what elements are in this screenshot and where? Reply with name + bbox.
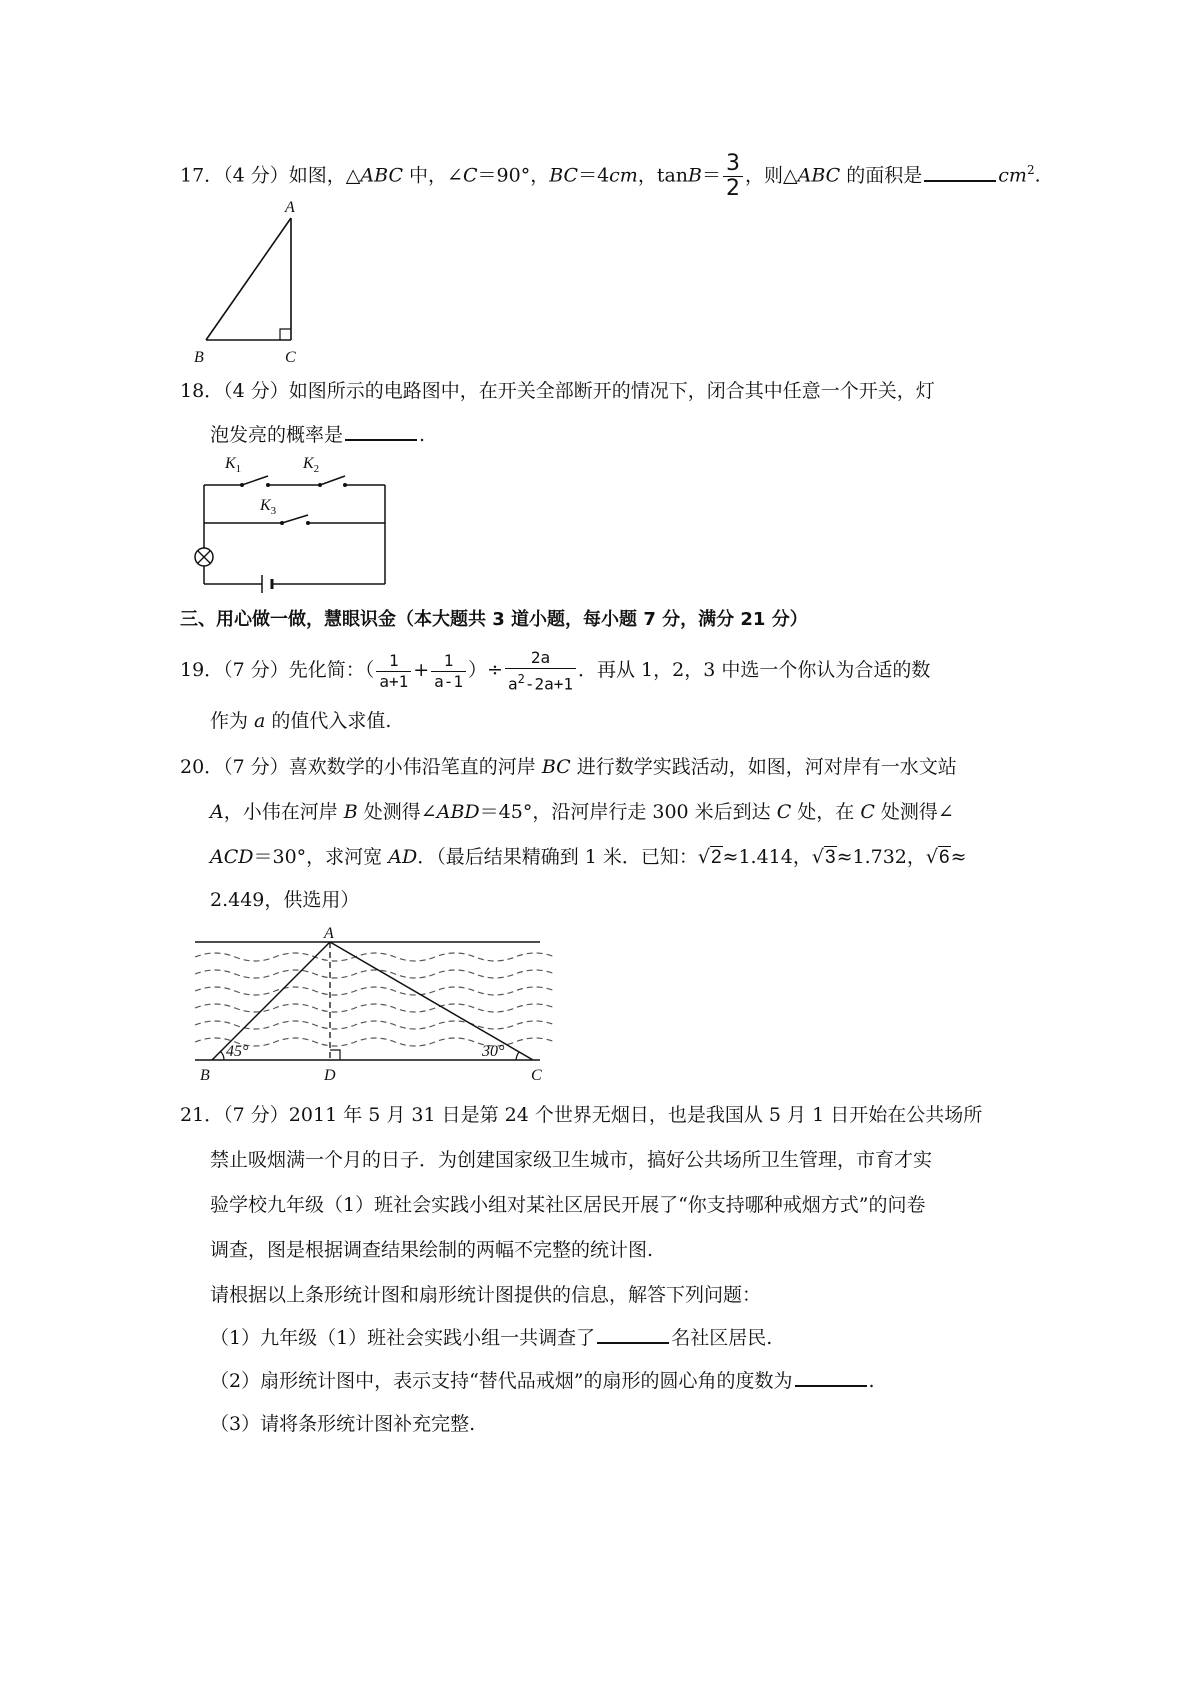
q17-fraction: $\frac{3}{2}$ [723, 152, 743, 201]
angle-30: 30° [482, 1043, 505, 1060]
q21-line1: 21．（7 分）2011 年 5 月 31 日是第 24 个世界无烟日，也是我国从 5 月 1 日开始在公共场所 [180, 1104, 983, 1126]
label-C: C [531, 1067, 542, 1084]
answer-blank[interactable] [924, 162, 996, 182]
sqrt-3: √3 [811, 846, 836, 868]
q21-line2: 禁止吸烟满一个月的日子．为创建国家级卫生城市，搞好公共场所卫生管理，市育才实 [210, 1149, 933, 1171]
label-A: A [285, 199, 295, 216]
label-C: C [285, 349, 296, 366]
label-B: B [194, 349, 204, 366]
q19-fraction-3: $\frac{2a}{a^2-2a+1}$ [505, 648, 576, 694]
answer-blank[interactable] [345, 421, 417, 441]
q21-line4: 调查，图是根据调查结果绘制的两幅不完整的统计图. [210, 1239, 654, 1261]
q19-line1: 19．（7 分）先化简：（ $\frac{1}{a+1}$ + $\frac{1}{a-1}$ ）÷ $\frac{2a}{a^2-2a+1}$ ．再从 1，2，3 中选一个你认为合适的数 [180, 648, 931, 694]
q18-line1: 18．（4 分）如图所示的电路图中，在开关全部断开的情况下，闭合其中任意一个开关，灯 [180, 380, 935, 402]
q18-circuit-figure [190, 452, 400, 592]
answer-blank[interactable] [597, 1324, 669, 1344]
sqrt-6: √6 [925, 846, 950, 868]
q21-sub1: （1）九年级（1）班社会实践小组一共调查了 名社区居民. [210, 1323, 772, 1353]
q19-line2: 作为 a 的值代入求值. [210, 710, 392, 732]
q17-line: 17．（4 分）如图，△ABC 中，∠C＝90°，BC＝4cm，tanB＝ $\frac{3}{2}$ ，则△ABC 的面积是 $cm^2$. [180, 151, 1041, 201]
q20-river-figure [190, 922, 560, 1087]
q21-sub2: （2）扇形统计图中，表示支持“替代品戒烟”的扇形的圆心角的度数为 . [210, 1366, 875, 1396]
section-heading: 三、用心做一做，慧眼识金（本大题共 3 道小题，每小题 7 分，满分 21 分） [180, 609, 808, 630]
q20-line1: 20．（7 分）喜欢数学的小伟沿笔直的河岸 BC 进行数学实践活动，如图，河对岸有一水文站 [180, 756, 957, 778]
label-A: A [324, 925, 334, 942]
lamp-icon [195, 548, 213, 566]
q21-line3: 验学校九年级（1）班社会实践小组对某社区居民开展了“你支持哪种戒烟方式”的问卷 [210, 1194, 926, 1216]
q21-instruction: 请根据以上条形统计图和扇形统计图提供的信息，解答下列问题： [210, 1284, 762, 1306]
q17-triangle-figure [190, 200, 330, 370]
label-k3: $K_3$ [260, 497, 277, 517]
q18-line2: 泡发亮的概率是 . [210, 420, 425, 450]
battery-icon [262, 575, 272, 593]
label-D: D [324, 1067, 336, 1084]
q21-sub3: （3）请将条形统计图补充完整. [210, 1413, 476, 1435]
angle-45: 45° [226, 1043, 249, 1060]
answer-blank[interactable] [795, 1367, 867, 1387]
label-B: B [200, 1067, 210, 1084]
q20-line2: A，小伟在河岸 B 处测得∠ABD＝45°，沿河岸行走 300 米后到达 C 处，在 C 处测得∠ [210, 801, 954, 823]
q20-line4: 2.449，供选用） [210, 889, 360, 911]
label-k1: $K_1$ [225, 455, 242, 475]
q19-fraction-2: $\frac{1}{a-1}$ [431, 651, 466, 692]
q19-fraction-1: $\frac{1}{a+1}$ [376, 651, 411, 692]
label-k2: $K_2$ [303, 455, 320, 475]
q20-line3: ACD＝30°，求河宽 AD．（最后结果精确到 1 米．已知：√2≈1.414，√3≈1.732，√6≈ [210, 842, 967, 873]
sqrt-2: √2 [697, 846, 722, 868]
